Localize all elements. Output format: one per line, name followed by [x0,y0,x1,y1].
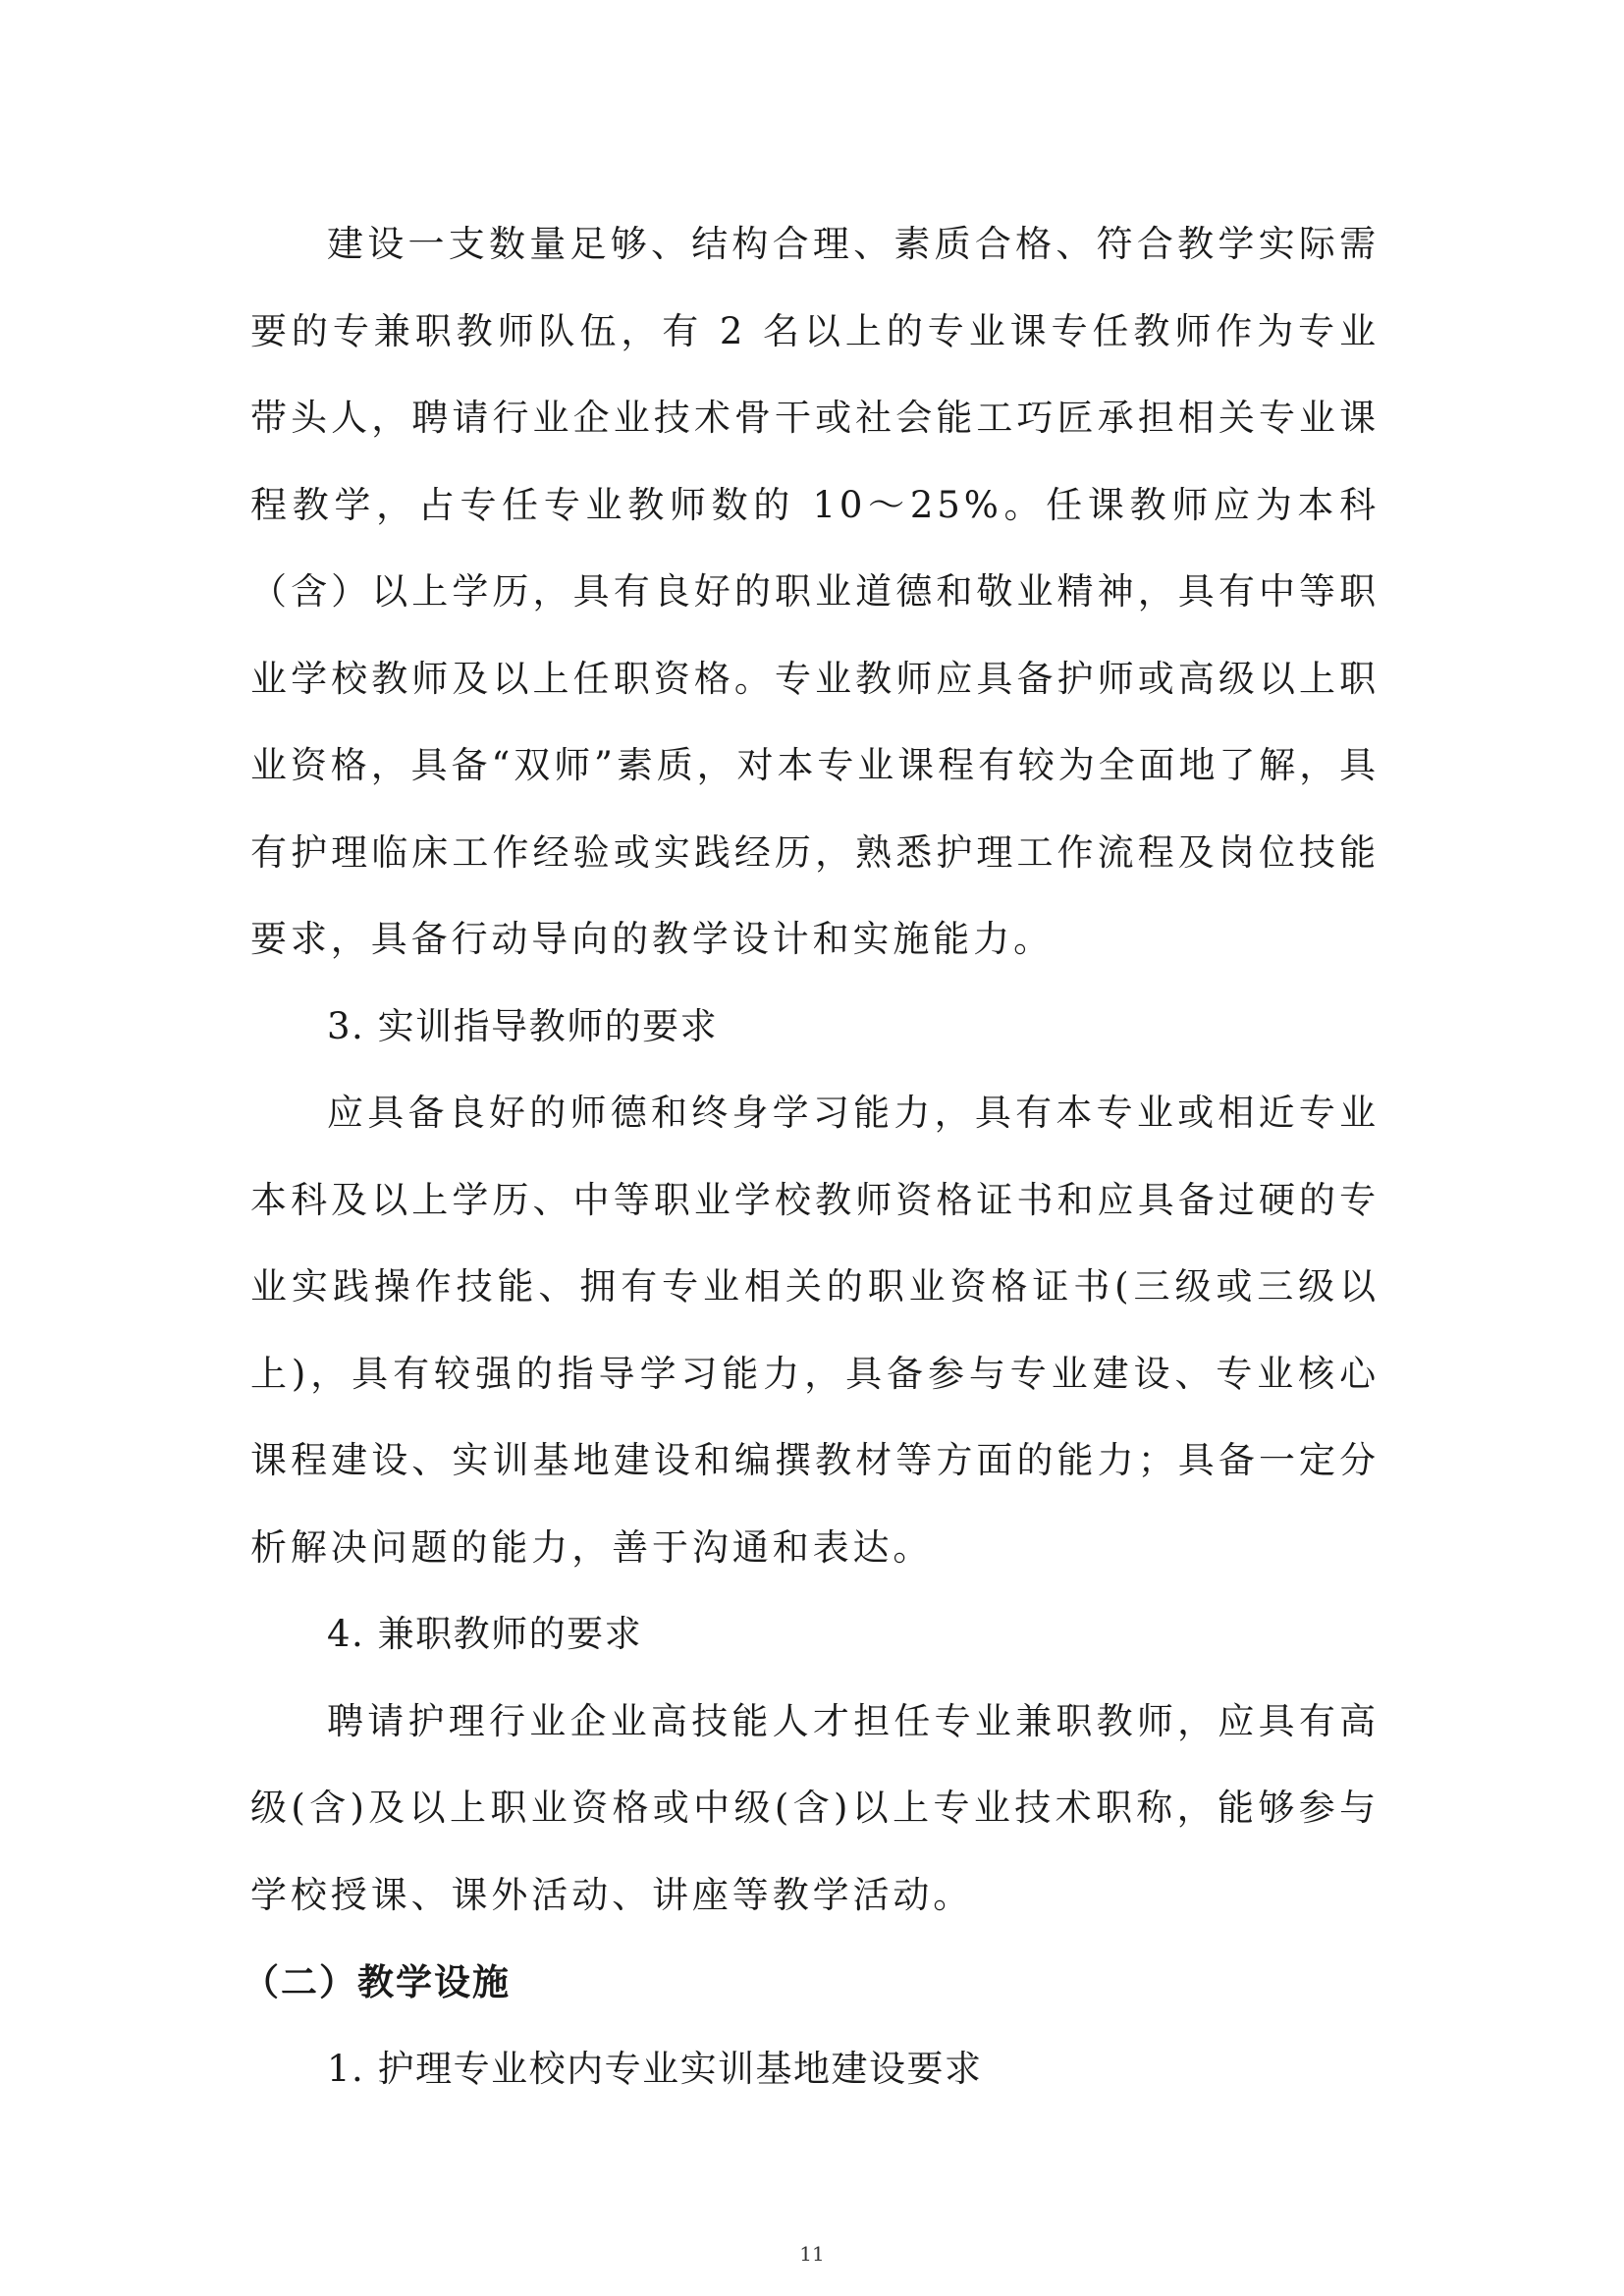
paragraph-training-instructor: 应具备良好的师德和终身学习能力，具有本专业或相近专业本科及以上学历、中等职业学校教师资格证书和应具备过硬的专业实践操作技能、拥有专业相关的职业资格证书(三级或三级以上)，具有较强的指导学习能力，具备参与专业建设、专业核心课程建设、实训基地建设和编撰教材等方面的能力；具备一定分析解决问题的能力，善于沟通和表达。 [250,1092,1380,1569]
page-body [243,201,1380,2112]
heading-training-instructor: 3. 实训指导教师的要求 [327,1004,719,1047]
paragraph-part-time-teacher: 聘请护理行业企业高技能人才担任专业兼职教师，应具有高级(含)及以上职业资格或中级(含)以上专业技术职称，能够参与学校授课、课外活动、讲座等教学活动。 [250,1699,1380,1916]
heading-part-time-teacher: 4. 兼职教师的要求 [327,1613,643,1655]
heading-training-base: 1. 护理专业校内专业实训基地建设要求 [327,2047,983,2090]
page-number: 11 [799,2242,825,2266]
section-heading-teaching-facilities: （二）教学设施 [243,1960,511,2003]
paragraph-teacher-team: 建设一支数量足够、结构合理、素质合格、符合教学实际需要的专兼职教师队伍，有 2 名以上的专业课专任教师作为专业带头人，聘请行业企业技术骨干或社会能工巧匠承担相关专业课程教学，占专任专业教师数的 10～25%。任课教师应为本科（含）以上学历，具有良好的职业道德和敬业精神，具有中等职业学校教师及以上任职资格。专业教师应具备护师或高级以上职业资格，具备“双师”素质，对本专业课程有较为全面地了解，具有护理临床工作经验或实践经历，熟悉护理工作流程及岗位技能要求，具备行动导向的教学设计和实施能力。 [250,223,1380,960]
